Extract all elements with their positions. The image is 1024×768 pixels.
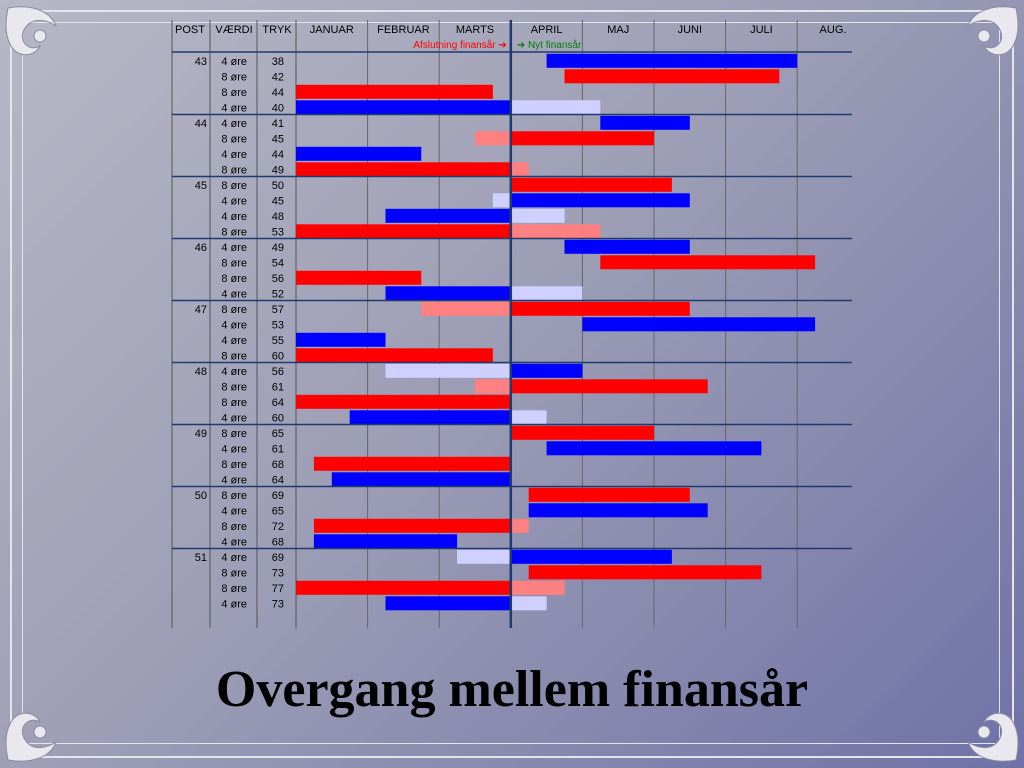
gantt-bar (600, 255, 815, 269)
gantt-bar (296, 348, 493, 362)
row-value: 8 øre (221, 583, 247, 595)
row-value: 8 øre (221, 490, 247, 502)
gantt-bar (511, 379, 708, 393)
row-value: 4 øre (221, 56, 247, 68)
gantt-bar (511, 519, 529, 533)
gantt-bar (511, 100, 601, 114)
gantt-bar (350, 410, 511, 424)
row-value: 8 øre (221, 350, 247, 363)
gantt-bar (511, 410, 547, 424)
gantt-bar (511, 426, 654, 440)
row-value: 4 øre (221, 288, 247, 301)
gantt-bar (511, 364, 583, 378)
row-print: 48 (271, 211, 284, 223)
row-value: 4 øre (221, 552, 247, 564)
row-print: 49 (271, 164, 284, 177)
row-print: 53 (271, 226, 284, 239)
row-value: 8 øre (221, 87, 247, 99)
row-print: 65 (271, 505, 284, 518)
row-value: 4 øre (221, 195, 247, 208)
header-value: VÆRDI (215, 24, 253, 36)
gantt-bar (386, 286, 511, 300)
row-value: 8 øre (221, 226, 247, 239)
gantt-bar (457, 550, 511, 564)
month-label: JANUAR (309, 24, 354, 36)
row-post: 48 (194, 366, 207, 378)
row-value: 4 øre (221, 319, 247, 332)
gantt-bar (386, 209, 511, 223)
row-value: 4 øre (221, 443, 247, 456)
gantt-bar (475, 131, 511, 145)
gantt-bar (511, 302, 690, 316)
month-label: JULI (750, 24, 773, 36)
row-value: 4 øre (221, 118, 247, 130)
gantt-bar (296, 224, 511, 238)
gantt-bar (529, 565, 762, 579)
row-value: 4 øre (221, 335, 247, 347)
gantt-bar (511, 209, 565, 223)
row-print: 77 (271, 583, 284, 595)
row-value: 8 øre (221, 71, 247, 84)
row-print: 45 (271, 133, 284, 146)
row-post: 49 (194, 428, 207, 440)
row-post: 50 (194, 490, 207, 502)
row-print: 73 (271, 567, 284, 580)
header-post: POST (175, 24, 205, 36)
row-print: 73 (271, 598, 284, 611)
row-value: 4 øre (221, 598, 247, 611)
row-print: 68 (271, 536, 284, 549)
gantt-bar (386, 364, 511, 378)
row-value: 4 øre (221, 505, 247, 518)
gantt-bar (511, 286, 583, 300)
gantt-bar (386, 596, 511, 610)
gantt-bar (565, 69, 780, 83)
gantt-bar (529, 488, 690, 502)
row-value: 8 øre (221, 257, 247, 270)
month-label: JUNI (677, 24, 703, 36)
row-print: 61 (271, 381, 284, 394)
gantt-bar (511, 581, 565, 595)
gantt-bar (511, 162, 529, 176)
row-value: 4 øre (221, 102, 247, 115)
row-print: 69 (271, 552, 284, 564)
row-print: 69 (271, 490, 284, 502)
row-print: 64 (271, 397, 284, 409)
month-label: APRIL (530, 24, 563, 36)
annotation-fiscal-end: Afslutning finansår ➔ (413, 40, 507, 51)
gantt-bar (600, 116, 690, 130)
row-print: 41 (271, 118, 284, 130)
gantt-bar (296, 147, 421, 161)
row-value: 4 øre (221, 242, 247, 254)
row-print: 40 (271, 102, 284, 115)
month-label: MARTS (455, 24, 495, 36)
gantt-bar (332, 472, 511, 486)
gantt-bar (511, 193, 690, 207)
gantt-bar (421, 302, 511, 316)
row-print: 54 (271, 257, 284, 270)
gantt-bar (511, 224, 601, 238)
gantt-bar (296, 395, 511, 409)
row-print: 55 (271, 335, 284, 347)
gantt-bar (296, 581, 511, 595)
row-print: 65 (271, 428, 284, 440)
row-value: 8 øre (221, 133, 247, 146)
row-value: 4 øre (221, 211, 247, 223)
gantt-bar (314, 519, 511, 533)
row-print: 56 (271, 366, 284, 378)
row-print: 72 (271, 521, 284, 533)
row-print: 57 (271, 304, 284, 316)
row-print: 44 (271, 149, 284, 161)
gantt-bar (475, 379, 511, 393)
row-value: 4 øre (221, 474, 247, 487)
row-print: 60 (271, 350, 284, 363)
row-print: 45 (271, 195, 284, 208)
gantt-bar (493, 193, 511, 207)
gantt-bar (511, 178, 672, 192)
gantt-bar (547, 441, 762, 455)
row-value: 8 øre (221, 521, 247, 533)
header-print: TRYK (262, 24, 292, 36)
row-value: 8 øre (221, 459, 247, 471)
row-print: 42 (271, 71, 284, 84)
gantt-bar (314, 457, 511, 471)
row-value: 8 øre (221, 397, 247, 409)
row-value: 8 øre (221, 273, 247, 285)
gantt-bar (296, 85, 493, 99)
gantt-bar (296, 162, 511, 176)
row-print: 49 (271, 242, 284, 254)
gantt-bar (296, 100, 511, 114)
gantt-bar (529, 503, 708, 517)
gantt-bar (296, 333, 386, 347)
row-print: 38 (271, 56, 284, 68)
gantt-bar (565, 240, 690, 254)
row-print: 52 (271, 288, 284, 301)
row-post: 46 (194, 242, 207, 254)
row-post: 45 (194, 180, 207, 192)
row-print: 56 (271, 273, 284, 285)
month-label: FEBRUAR (377, 24, 430, 36)
row-value: 8 øre (221, 428, 247, 440)
row-value: 4 øre (221, 536, 247, 549)
gantt-bar (582, 317, 815, 331)
row-print: 61 (271, 443, 284, 456)
row-print: 50 (271, 180, 284, 192)
row-post: 44 (194, 118, 207, 130)
gantt-bar (511, 550, 672, 564)
row-post: 51 (194, 552, 207, 564)
month-label: MAJ (607, 24, 630, 36)
row-print: 68 (271, 459, 284, 471)
row-print: 64 (271, 474, 284, 487)
row-value: 8 øre (221, 164, 247, 177)
gantt-bar (511, 596, 547, 610)
row-value: 4 øre (221, 366, 247, 378)
row-value: 4 øre (221, 149, 247, 161)
row-value: 8 øre (221, 567, 247, 580)
gantt-bar (511, 131, 654, 145)
gantt-bar (314, 534, 457, 548)
row-value: 8 øre (221, 304, 247, 316)
row-value: 8 øre (221, 180, 247, 192)
row-print: 60 (271, 412, 284, 425)
page-title: Overgang mellem finansår (215, 661, 809, 718)
row-value: 8 øre (221, 381, 247, 394)
gantt-bar (296, 271, 421, 285)
row-post: 43 (194, 56, 207, 68)
row-value: 4 øre (221, 412, 247, 425)
month-label: AUG. (819, 24, 847, 36)
row-print: 44 (271, 87, 284, 99)
row-print: 53 (271, 319, 284, 332)
annotation-fiscal-new: ➔ Nyt finansår (516, 40, 582, 51)
gantt-bar (547, 54, 798, 68)
row-post: 47 (194, 304, 207, 316)
